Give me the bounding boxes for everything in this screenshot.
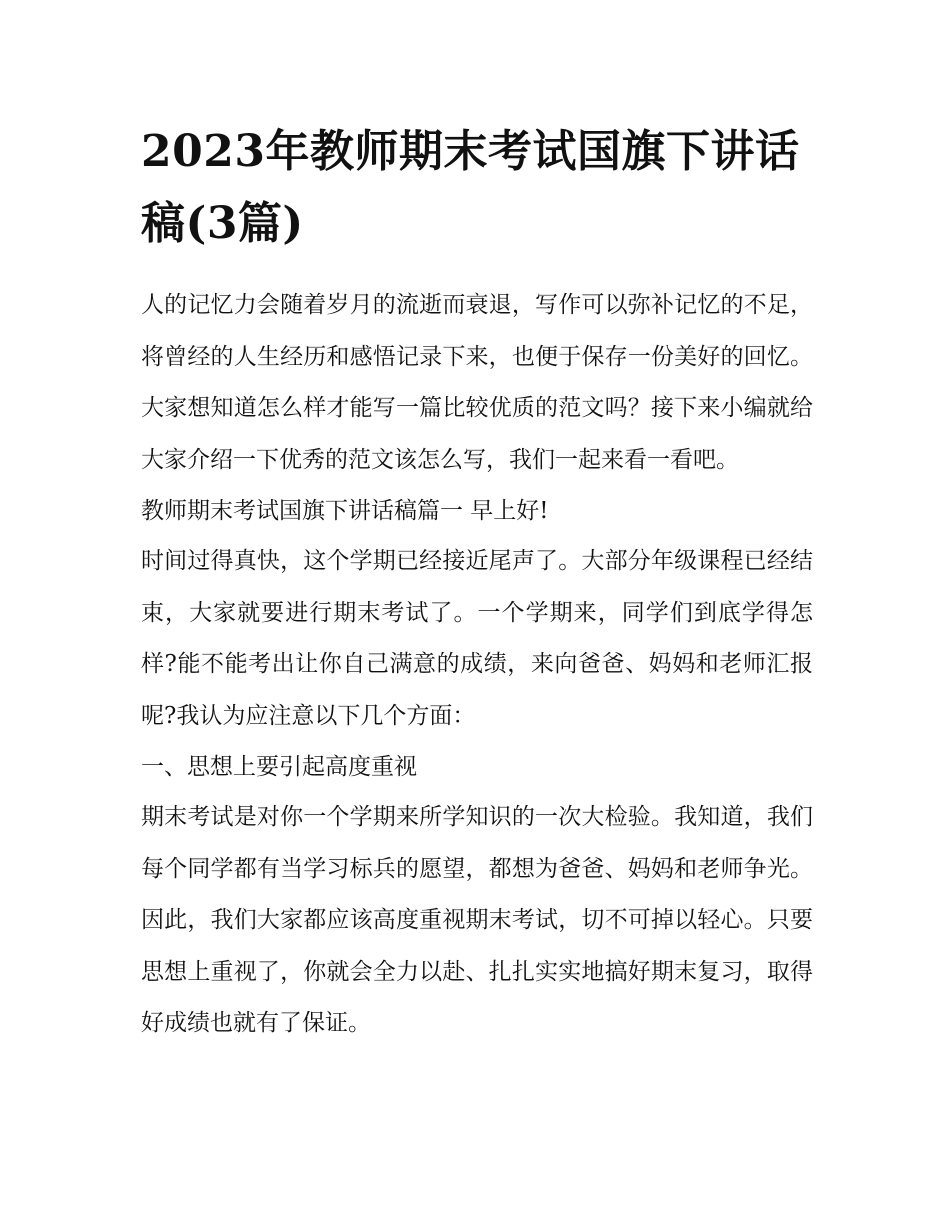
body-paragraph-2: 期末考试是对你一个学期来所学知识的一次大检验。我知道，我们每个同学都有当学习标兵的愿望，都想为爸爸、妈妈和老师争光。因此，我们大家都应该高度重视期末考试，切不可掉以轻心。只要思想上重视了，你就会全力以赴、扎扎实实地搞好期末复习，取得好成绩也就有了保证。 bbox=[141, 804, 813, 1036]
document-title: 2023年教师期末考试国旗下讲话稿(3篇) bbox=[141, 126, 800, 249]
section-heading: 教师期末考试国旗下讲话稿篇一 早上好! bbox=[141, 498, 549, 524]
body-paragraph-1: 时间过得真快，这个学期已经接近尾声了。大部分年级课程已经结束，大家就要进行期末考试了。一个学期来，同学们到底学得怎样?能不能考出让你自己满意的成绩，来向爸爸、妈妈和老师汇报呢?我认为应注意以下几个方面： bbox=[141, 548, 813, 729]
intro-paragraph: 人的记忆力会随着岁月的流逝而衰退，写作可以弥补记忆的不足，将曾经的人生经历和感悟记录下来，也便于保存一份美好的回忆。大家想知道怎么样才能写一篇比较优质的范文吗？接下来小编就给大家介绍一下优秀的范文该怎么写，我们一起来看一看吧。 bbox=[141, 292, 813, 473]
document-page bbox=[141, 116, 813, 1050]
point-heading-1: 一、思想上要引起高度重视 bbox=[141, 754, 417, 780]
document-body bbox=[141, 280, 813, 1050]
